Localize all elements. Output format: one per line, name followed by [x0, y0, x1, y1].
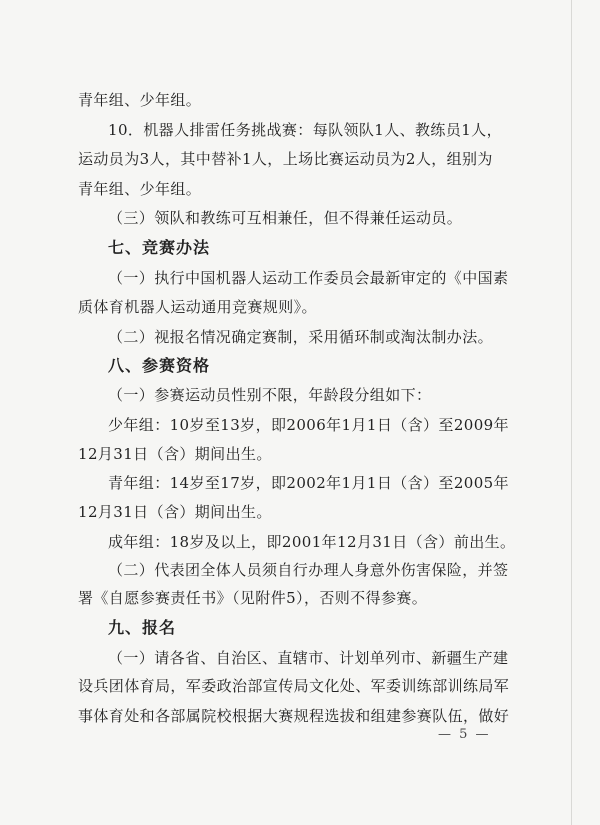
text-line: 青年组、少年组。 [78, 91, 202, 109]
text-line: （二）代表团全体人员须自行办理人身意外伤害保险，并签 [108, 561, 509, 579]
text-line: 运动员为3人，其中替补1人，上场比赛运动员为2人，组别为 [78, 150, 493, 168]
section-heading: 八、参赛资格 [108, 356, 211, 375]
text-line: 12月31日（含）期间出生。 [78, 445, 272, 463]
text-line: 10．机器人排雷任务挑战赛：每队领队1人、教练员1人， [108, 121, 502, 139]
text-line: （二）视报名情况确定赛制，采用循环制或淘汰制办法。 [108, 328, 494, 346]
text-line: 事体育处和各部属院校根据大赛规程选拔和组建参赛队伍，做好 [78, 707, 510, 725]
text-line: （一）请各省、自治区、直辖市、计划单列市、新疆生产建 [108, 649, 509, 667]
page-number: — 5 — [438, 727, 491, 742]
page-edge-divider [571, 0, 572, 825]
text-line: 成年组：18岁及以上，即2001年12月31日（含）前出生。 [108, 533, 516, 551]
text-line: （一）执行中国机器人运动工作委员会最新审定的《中国素 [108, 269, 509, 287]
text-line: 青年组：14岁至17岁，即2002年1月1日（含）至2005年 [108, 474, 510, 492]
section-heading: 七、竞赛办法 [108, 238, 211, 257]
text-line: （一）参赛运动员性别不限，年龄段分组如下： [108, 386, 432, 404]
text-line: （三）领队和教练可互相兼任，但不得兼任运动员。 [108, 209, 463, 227]
section-heading: 九、报名 [108, 618, 177, 637]
text-line: 质体育机器人运动通用竞赛规则》。 [78, 298, 317, 316]
text-line: 少年组：10岁至13岁，即2006年1月1日（含）至2009年 [108, 416, 510, 434]
text-line: 署《自愿参赛责任书》（见附件5），否则不得参赛。 [78, 589, 428, 607]
text-line: 12月31日（含）期间出生。 [78, 503, 272, 521]
text-line: 设兵团体育局，军委政治部宣传局文化处、军委训练部训练局军 [78, 677, 510, 695]
text-line: 青年组、少年组。 [78, 180, 202, 198]
